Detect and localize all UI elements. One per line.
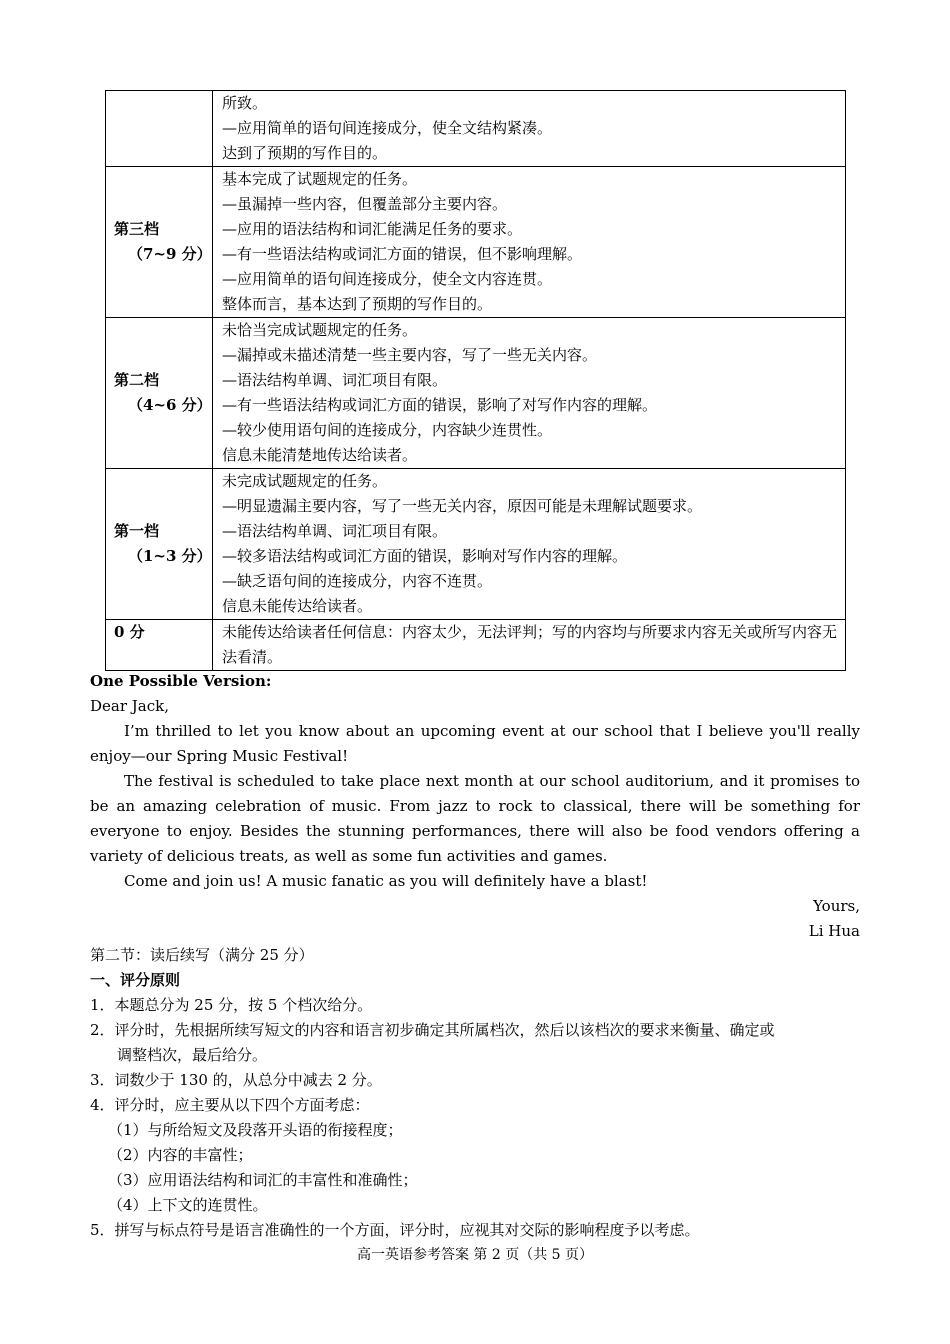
description-line: 信息未能传达给读者。 (222, 597, 373, 615)
level-score: （1~3 分） (128, 547, 212, 565)
rule-item: 1．本题总分为 25 分，按 5 个档次给分。 (90, 996, 373, 1014)
level-name: 0 分 (114, 623, 145, 641)
level-score: （4~6 分） (128, 396, 212, 414)
description-line: 基本完成了试题规定的任务。 (222, 170, 418, 188)
essay-paragraph: Come and join us! A music fanatic as you will definitely have a blast! (124, 872, 648, 890)
description-cell (213, 469, 846, 620)
description-line: —较多语法结构或词汇方面的错误，影响对写作内容的理解。 (222, 547, 628, 565)
description-line: 未恰当完成试题规定的任务。 (222, 321, 418, 339)
level-cell (106, 620, 213, 671)
essay-title: One Possible Version: (90, 672, 272, 690)
rule-subitem: （3）应用语法结构和词汇的丰富性和准确性； (108, 1171, 418, 1189)
description-line: —应用简单的语句间连接成分，使全文内容连贯。 (222, 270, 553, 288)
essay-paragraph: I’m thrilled to let you know about an upcoming event at our school that I believe you'll really enjoy—our Spring Music Festival! (90, 722, 860, 765)
description-line: 未能传达给读者任何信息：内容太少，无法评判；写的内容均与所要求内容无关或所写内容无法看清。 (222, 623, 838, 666)
essay-paragraph: The festival is scheduled to take place next month at our school auditorium, and it promises to be an amazing celebration of music. From jazz to rock to classical, there will be something for everyone to enjoy. Besides the stunning performances, there will also be food vendors offering a variety of delicious treats, as well as some fun activities and games. (90, 772, 860, 865)
table-row (106, 469, 846, 620)
scoring-section (90, 943, 860, 1243)
description-line: —语法结构单调、词汇项目有限。 (222, 371, 448, 389)
description-line: 整体而言，基本达到了预期的写作目的。 (222, 295, 493, 313)
section-heading: 第二节：读后续写（满分 25 分） (90, 946, 314, 964)
description-line: 达到了预期的写作目的。 (222, 144, 388, 162)
table-row (106, 318, 846, 469)
description-cell (213, 620, 846, 671)
essay-signature: Li Hua (808, 922, 860, 940)
rule-item-continuation: 调整档次，最后给分。 (117, 1046, 268, 1064)
page-footer: 高一英语参考答案 第 2 页（共 5 页） (356, 1247, 594, 1263)
essay-closing: Yours, (813, 897, 860, 915)
level-name: 第二档 (114, 371, 160, 389)
description-line: 信息未能清楚地传达给读者。 (222, 446, 418, 464)
description-line: 所致。 (222, 94, 268, 112)
table-row (106, 91, 846, 167)
level-cell (106, 91, 213, 167)
rule-subitem: （2）内容的丰富性； (108, 1146, 253, 1164)
rule-subitem: （1）与所给短文及段落开头语的衔接程度； (108, 1121, 403, 1139)
level-score: （7~9 分） (128, 245, 212, 263)
description-cell (213, 91, 846, 167)
level-cell (106, 318, 213, 469)
description-line: 未完成试题规定的任务。 (222, 472, 388, 490)
essay-greeting: Dear Jack, (90, 697, 169, 715)
rule-item: 5．拼写与标点符号是语言准确性的一个方面，评分时，应视其对交际的影响程度予以考虑。 (90, 1221, 700, 1239)
description-cell (213, 167, 846, 318)
rule-item: 4．评分时，应主要从以下四个方面考虑： (90, 1096, 370, 1114)
level-name: 第一档 (114, 522, 160, 540)
table-row (106, 620, 846, 671)
description-line: —有一些语法结构或词汇方面的错误，影响了对写作内容的理解。 (222, 396, 658, 414)
description-line: —应用简单的语句间连接成分，使全文结构紧凑。 (222, 119, 553, 137)
description-cell (213, 318, 846, 469)
description-line: —语法结构单调、词汇项目有限。 (222, 522, 448, 540)
description-line: —明显遗漏主要内容，写了一些无关内容，原因可能是未理解试题要求。 (222, 497, 703, 515)
table-row (106, 167, 846, 318)
rule-item: 2．评分时，先根据所续写短文的内容和语言初步确定其所属档次，然后以该档次的要求来衡量、确定或 (90, 1021, 775, 1039)
description-line: —漏掉或未描述清楚一些主要内容，写了一些无关内容。 (222, 346, 598, 364)
rule-item: 3．词数少于 130 的，从总分中减去 2 分。 (90, 1071, 382, 1089)
level-cell (106, 167, 213, 318)
description-line: —较少使用语句间的连接成分，内容缺少连贯性。 (222, 421, 553, 439)
description-line: —虽漏掉一些内容，但覆盖部分主要内容。 (222, 195, 508, 213)
principles-title: 一、评分原则 (90, 971, 181, 989)
level-name: 第三档 (114, 220, 160, 238)
description-line: —应用的语法结构和词汇能满足任务的要求。 (222, 220, 523, 238)
description-line: —缺乏语句间的连接成分，内容不连贯。 (222, 572, 493, 590)
level-cell (106, 469, 213, 620)
sample-essay (90, 669, 860, 944)
grading-table (105, 90, 846, 671)
description-line: —有一些语法结构或词汇方面的错误，但不影响理解。 (222, 245, 583, 263)
rule-subitem: （4）上下文的连贯性。 (108, 1196, 268, 1214)
